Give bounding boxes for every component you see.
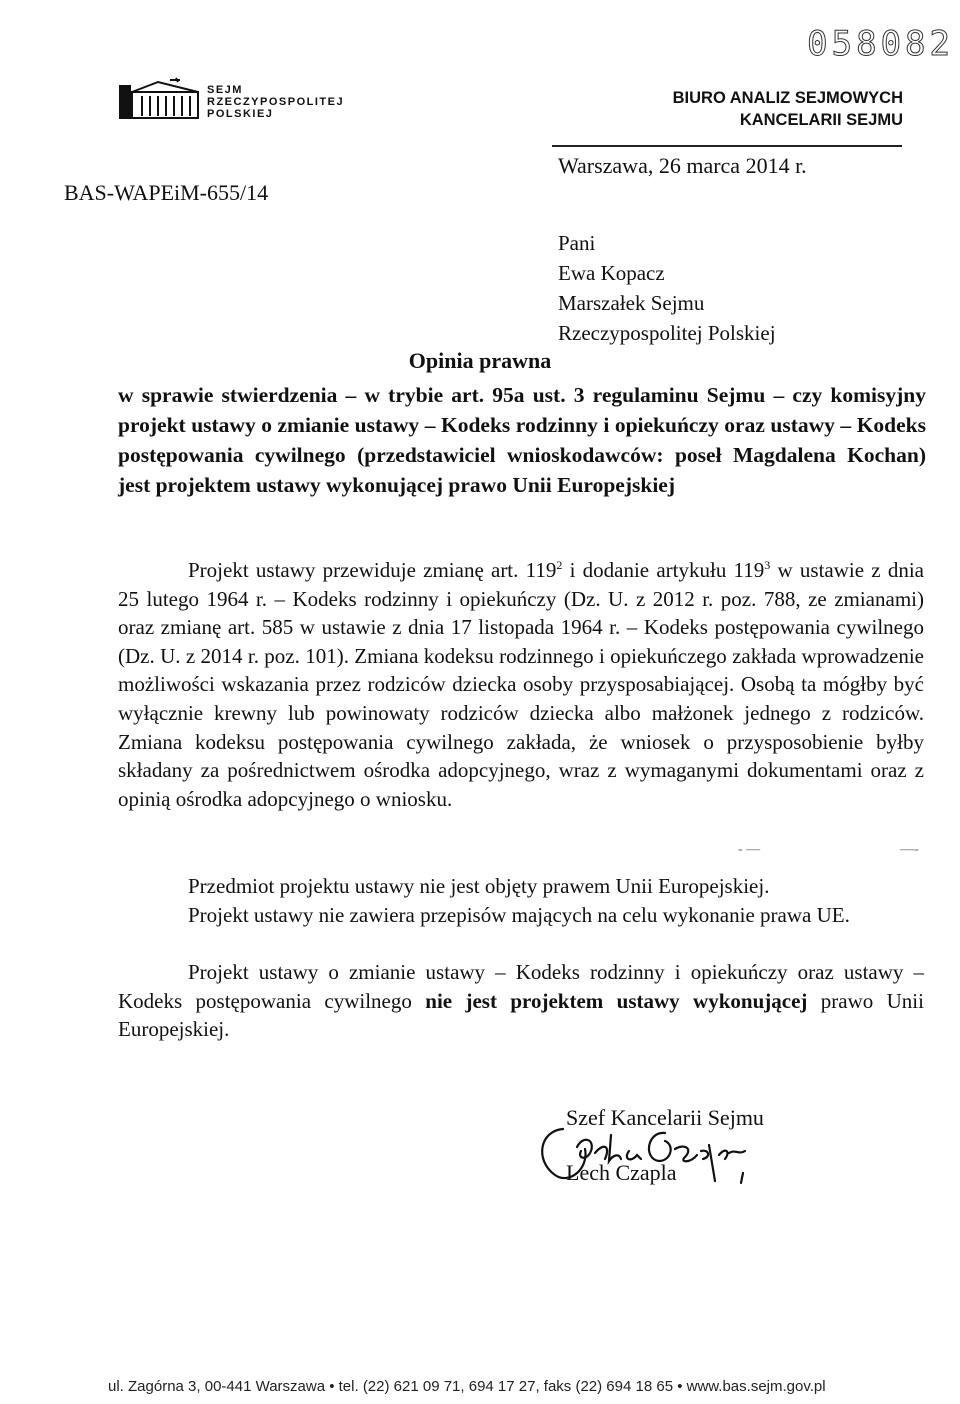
sejm-logo-text bbox=[207, 84, 344, 120]
addressee-block bbox=[558, 228, 776, 348]
superscript: 3 bbox=[764, 558, 771, 572]
logo-line: POLSKIEJ bbox=[207, 108, 274, 120]
reference-number: BAS-WAPEiM-655/14 bbox=[64, 180, 269, 205]
addressee-line: Rzeczypospolitej Polskiej bbox=[558, 321, 776, 345]
body-paragraph-2: Przedmiot projektu ustawy nie jest objęty prawem Unii Europejskiej. bbox=[188, 874, 770, 898]
logo-line: RZECZYPOSPOLITEJ bbox=[207, 96, 345, 108]
bureau-header bbox=[673, 87, 903, 131]
addressee-line: Marszałek Sejmu bbox=[558, 291, 705, 315]
body-paragraph-1 bbox=[118, 556, 924, 813]
paragraph-text: i dodanie artykułu 119 bbox=[562, 558, 765, 582]
signatory-name: Lech Czapla bbox=[566, 1160, 677, 1185]
paragraph-text: Projekt ustawy przewiduje zmianę art. 119 bbox=[188, 558, 557, 582]
document-title: Opinia prawna bbox=[408, 348, 552, 373]
place-date: Warszawa, 26 marca 2014 r. bbox=[558, 153, 807, 178]
superscript: 2 bbox=[556, 558, 563, 572]
handwritten-signature bbox=[525, 1115, 765, 1200]
body-paragraph-3: Projekt ustawy nie zawiera przepisów mających na celu wykonanie prawa UE. bbox=[188, 903, 850, 927]
body-paragraph-4 bbox=[118, 958, 924, 1044]
bureau-line-2: KANCELARII SEJMU bbox=[739, 111, 903, 129]
addressee-line: Pani bbox=[558, 231, 596, 255]
logo-line: SEJM bbox=[207, 84, 243, 96]
paragraph-text: Projekt ustawy o zmianie ustawy – Kodeks rodzinny i opiekuńczy oraz ustawy – Kodeks postępowania cywilnego bbox=[118, 960, 924, 1013]
bureau-line-1: BIURO ANALIZ SEJMOWYCH bbox=[672, 89, 903, 107]
footer-address: ul. Zagórna 3, 00-441 Warszawa • tel. (22) 621 09 71, 694 17 27, faks (22) 694 18 65 • www.bas.sejm.gov.pl bbox=[108, 1378, 826, 1395]
addressee-line: Ewa Kopacz bbox=[558, 261, 665, 285]
paragraph-bold-text: nie jest projektem ustawy wykonującej bbox=[425, 988, 808, 1013]
paragraph-text: prawo Unii Europejskiej. bbox=[118, 988, 924, 1042]
header-divider bbox=[552, 145, 902, 147]
sejm-logo-icon bbox=[118, 76, 202, 127]
document-stamp-number: 058082 bbox=[807, 24, 954, 64]
signatory-title: Szef Kancelarii Sejmu bbox=[566, 1105, 764, 1130]
scan-mark: —- bbox=[900, 842, 919, 857]
scan-mark: - — bbox=[738, 842, 761, 857]
document-subject: w sprawie stwierdzenia – w trybie art. 95a ust. 3 regulaminu Sejmu – czy komisyjny projekt ustawy o zmianie ustawy – Kodeks rodzinny i opiekuńczy oraz ustawy – Kodeks postępowania cywilnego (przedstawiciel wnioskodawców: poseł Magdalena Kochan) jest projektem ustawy wykonującej prawo Unii Europejskiej bbox=[118, 383, 926, 497]
paragraph-text: w ustawie z dnia 25 lutego 1964 r. – Kodeks rodzinny i opiekuńczy (Dz. U. z 2012 r. poz. 788, ze zmianami) oraz zmianę art. 585 w ustawie z dnia 17 listopada 1964 r. – Kodeks postępowania cywilnego (Dz. U. z 2014 r. poz. 101). Zmiana kodeksu rodzinnego i opiekuńczego zakłada wprowadzenie możliwości wskazania przez rodziców dziecka osoby przysposabiającej. Osobą ta mógłby być wyłącznie krewny lub powinowaty rodziców dziecka albo małżonek jednego z rodziców. Zmiana kodeksu postępowania cywilnego zakłada, że wniosek o przysposobienie byłby składany za pośrednictwem ośrodka adopcyjnego, wraz z wymaganymi dokumentami oraz z opinią ośrodka adopcyjnego o wniosku. bbox=[118, 558, 924, 811]
